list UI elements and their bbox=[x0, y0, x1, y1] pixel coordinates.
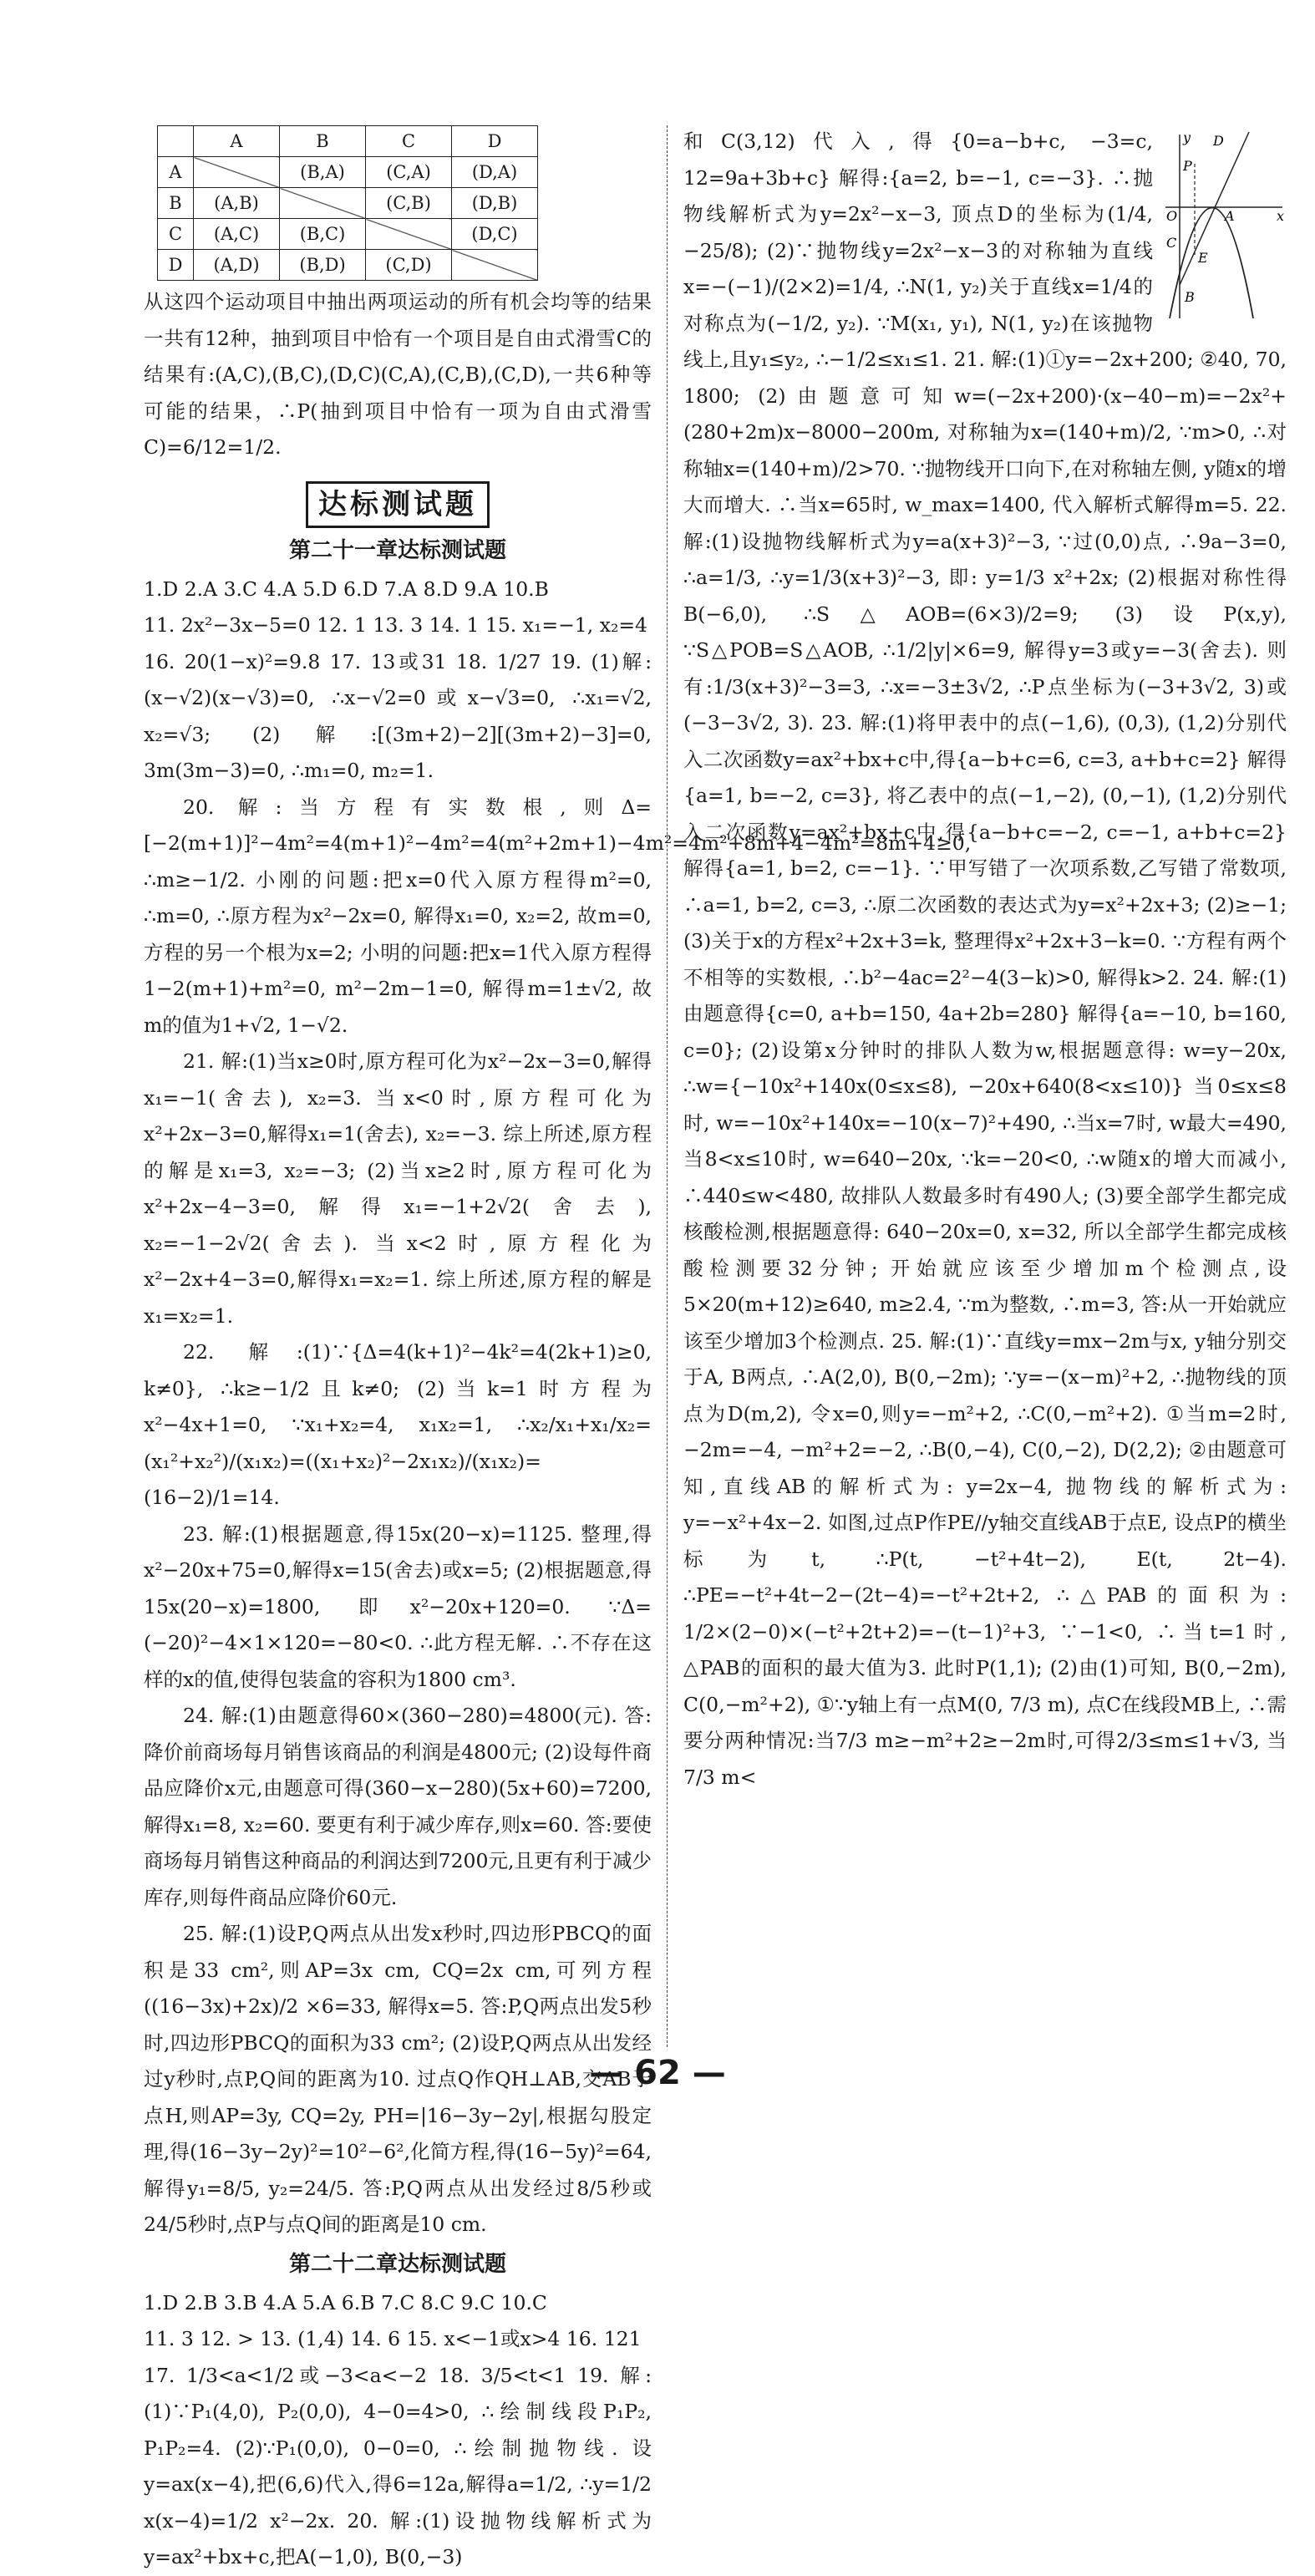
table-cell: (B,D) bbox=[280, 250, 366, 281]
table-row-header: D bbox=[158, 250, 194, 281]
answer-paragraph: 25. 解:(1)设P,Q两点从出发x秒时,四边形PBCQ的面积是33 cm²,则AP=3x cm, CQ=2x cm,可列方程 ((16−3x)+2x)/2 ×6=33, 解得x=5. 答:P,Q两点出发5秒时,四边形PBCQ的面积为33 cm²; (2)设P,Q两点从出发经过y秒时,点P,Q间的距离为10. 过点Q作QH⊥AB,交AB于点H,则AP=3y, CQ=2y, PH=|16−3y−2y|,根据勾股定理,得(16−3y−2y)²=10²−6²,化简方程,得(16−5y)²=64,解得y₁=8/5, y₂=24/5. 答:P,Q两点从出发经过8/5秒或24/5秒时,点P与点Q间的距离是10 cm. bbox=[144, 1922, 652, 2236]
table-cell-diagonal bbox=[452, 250, 538, 281]
probability-answer: 从这四个运动项目中抽出两项运动的所有机会均等的结果一共有12种，抽到项目中恰有一个项目是自由式滑雪C的结果有:(A,C),(B,C),(D,C)(C,A),(C,B),(C,D),一共6种等可能的结果，∴P(抽到项目中恰有一项为自由式滑雪C)=6/12=1/2. bbox=[144, 290, 652, 459]
table-col-header: B bbox=[280, 126, 366, 157]
answer-paragraph: 20. 解:当方程有实数根,则Δ=[−2(m+1)]²−4m²=4(m+1)²−4m²=4(m²+2m+1)−4m²=4m²+8m+4−4m²=8m+4≥0, ∴m≥−1/2. 小刚的问题:把x=0代入原方程得m²=0, ∴m=0, ∴原方程为x²−2x=0, 解得x₁=0, x₂=2, 故m=0, 方程的另一个根为x=2; 小明的问题:把x=1代入原方程得1−2(m+1)+m²=0, m²−2m−1=0, 解得m=1±√2, 故m的值为1+√2, 1−√2. bbox=[144, 795, 972, 1037]
table-cell: (C,B) bbox=[366, 188, 452, 219]
table-col-header: A bbox=[194, 126, 280, 157]
table-corner bbox=[158, 126, 194, 157]
table-col-header: C bbox=[366, 126, 452, 157]
label-y: y bbox=[1183, 130, 1191, 145]
label-b: B bbox=[1185, 289, 1195, 305]
label-p: P bbox=[1183, 158, 1192, 174]
left-column bbox=[144, 125, 972, 2576]
line-ab bbox=[1180, 132, 1249, 285]
table-cell: (C,A) bbox=[366, 157, 452, 188]
label-d: D bbox=[1213, 133, 1224, 149]
table-cell-diagonal bbox=[280, 188, 366, 219]
section-banner bbox=[144, 481, 652, 528]
answer-paragraph: 24. 解:(1)由题意得60×(360−280)=4800(元). 答:降价前商场每月销售该商品的利润是4800元; (2)设每件商品应降价x元,由题意可得(360−x−280)(5x+60)=7200, 解得x₁=8, x₂=60. 要更有利于减少库存,则x=60. 答:要使商场每月销售这种商品的利润达到7200元,且更有利于减少库存,则每件商品应降价60元. bbox=[144, 1704, 652, 1909]
table-col-header: D bbox=[452, 126, 538, 157]
table-cell: (B,A) bbox=[280, 157, 366, 188]
parabola-graph bbox=[1161, 130, 1287, 323]
chapter21-title: 第二十一章达标测试题 bbox=[288, 537, 506, 563]
section-title: 达标测试题 bbox=[306, 481, 490, 528]
answer-paragraph: 和C(3,12)代入,得{0=a−b+c, −3=c, 12=9a+3b+c} 解得:{a=2, b=−1, c=−3}. ∴抛物线解析式为y=2x²−x−3, 顶点D的坐标为(1/4, −25/8); (2)∵抛物线y=2x²−x−3的对称轴为直线x=−(−1)/(2×2)=1/4, ∴N(1, y₂)关于直线x=1/4的对称点为(−1/2, y₂). ∵M(x₁, y₁), N(1, y₂)在该抛物线上,且y₁≤y₂, ∴−1/2≤x₁≤1. 21. 解:(1)①y=−2x+200; ②40, 70, 1800; (2)由题意可知w=(−2x+200)·(x−40−m)=−2x²+(280+2m)x−8000−200m, 对称轴为x=(140+m)/2, ∵m>0, ∴对称轴x=(140+m)/2>70. ∵抛物线开口向下,在对称轴左侧, y随x的增大而增大. ∴当x=65时, w_max=1400, 代入解析式解得m=5. 22. 解:(1)设抛物线解析式为y=a(x+3)²−3, ∵过(0,0)点, ∴9a−3=0, ∴a=1/3, ∴y=1/3(x+3)²−3, 即: y=1/3 x²+2x; (2)根据对称性得B(−6,0), ∴S△AOB=(6×3)/2=9; (3)设P(x,y), ∵S△POB=S△AOB, ∴1/2|y|×6=9, 解得y=3或y=−3(舍去). 则有:1/3(x+3)²−3=3, ∴x=−3±3√2, ∴P点坐标为(−3+3√2, 3)或(−3−3√2, 3). 23. 解:(1)将甲表中的点(−1,6), (0,3), (1,2)分别代入二次函数y=ax²+bx+c中,得{a−b+c=6, c=3, a+b+c=2} 解得{a=1, b=−2, c=3}, 将乙表中的点(−1,−2), (0,−1), (1,2)分别代入二次函数y=ax²+bx+c中,得{a−b+c=−2, c=−1, a+b+c=2} 解得{a=1, b=2, c=−1}. ∵甲写错了一次项系数,乙写错了常数项, ∴a=1, b=2, c=3, ∴原二次函数的表达式为y=x²+2x+3; (2)≥−1; (3)关于x的方程x²+2x+3=k, 整理得x²+2x+3−k=0. ∵方程有两个不相等的实数根, ∴b²−4ac=2²−4(3−k)>0, 解得k>2. 24. 解:(1)由题意得{c=0, a+b=150, 4a+2b=280} 解得{a=−10, b=160, c=0}; (2)设第x分钟时的排队人数为w,根据题意得: w=y−20x, ∴w={−10x²+140x(0≤x≤8), −20x+640(8<x≤10)} 当0≤x≤8时, w=−10x²+140x=−10(x−7)²+490, ∴当x=7时, w最大=490, 当8<x≤10时, w=640−20x, ∵k=−20<0, ∴w随x的增大而减小, ∴440≤w<480, 故排队人数最多时有490人; (3)要全部学生都完成核酸检测,根据题意得: 640−20x=0, x=32, 所以全部学生都完成核酸检测要32分钟; 开始就应该至少增加m个检测点,设5×20(m+12)≥640, m≥2.4, ∵m为整数, ∴m=3, 答:从一开始就应该至少增加3个检测点. 25. 解:(1)∵直线y=mx−2m与x, y轴分别交于A, B两点, ∴A(2,0), B(0,−2m); ∵y=−(x−m)²+2, ∴抛物线的顶点为D(m,2), 令x=0,则y=−m²+2, ∴C(0,−m²+2). ①当m=2时, −2m=−4, −m²+2=−2, ∴B(0,−4), C(0,−2), D(2,2); ②由题意可知,直线AB的解析式为: y=2x−4, 抛物线的解析式为: y=−x²+4x−2. 如图,过点P作PE//y轴交直线AB于点E, 设点P的横坐标为t, ∴P(t, −t²+4t−2), E(t, 2t−4). ∴PE=−t²+4t−2−(2t−4)=−t²+2t+2, ∴△PAB的面积为: 1/2×(2−0)×(−t²+2t+2)=−(t−1)²+3, ∵−1<0, ∴当t=1时, △PAB的面积的最大值为3. 此时P(1,1); (2)由(1)可知, B(0,−2m), C(0,−m²+2), ①∵y轴上有一点M(0, 7/3 m), 点C在线段MB上, ∴需要分两种情况:当7/3 m≥−m²+2≥−2m时,可得2/3≤m≤1+√3, 当7/3 m< bbox=[683, 130, 1287, 1789]
label-o: O bbox=[1166, 208, 1178, 224]
label-x: x bbox=[1277, 208, 1285, 224]
table-cell: (D,A) bbox=[452, 157, 538, 188]
label-e: E bbox=[1198, 250, 1208, 266]
chapter22-title: 第二十二章达标测试题 bbox=[288, 2251, 506, 2277]
table-cell: (A,B) bbox=[194, 188, 280, 219]
table-cell: (B,C) bbox=[280, 219, 366, 250]
probability-table bbox=[157, 125, 538, 281]
page-number: — 62 — bbox=[589, 2054, 726, 2092]
table-cell: (C,D) bbox=[366, 250, 452, 281]
table-cell-diagonal bbox=[194, 157, 280, 188]
table-row-header: A bbox=[158, 157, 194, 188]
answer-line: 11. 2x²−3x−5=0 12. 1 13. 3 14. 1 15. x₁=−1, x₂=4 bbox=[144, 613, 648, 637]
table-cell-diagonal bbox=[366, 219, 452, 250]
answer-paragraph: 22. 解:(1)∵{Δ=4(k+1)²−4k²=4(2k+1)≥0, k≠0}, ∴k≥−1/2且k≠0; (2)当k=1时方程为x²−4x+1=0, ∵x₁+x₂=4, x₁x₂=1, ∴x₂/x₁+x₁/x₂=(x₁²+x₂²)/(x₁x₂)=((x₁+x₂)²−2x₁x₂)/(x₁x₂)=(16−2)/1=14. bbox=[144, 1340, 652, 1509]
answer-line: 1.D 2.B 3.B 4.A 5.A 6.B 7.C 8.C 9.C 10.C bbox=[144, 2290, 547, 2314]
table-row-header: C bbox=[158, 219, 194, 250]
answer-paragraph: 21. 解:(1)当x≥0时,原方程可化为x²−2x−3=0,解得x₁=−1(舍去), x₂=3. 当x<0时,原方程可化为x²+2x−3=0,解得x₁=1(舍去), x₂=−3. 综上所述,原方程的解是x₁=3, x₂=−3; (2)当x≥2时,原方程可化为x²+2x−4−3=0,解得x₁=−1+2√2(舍去), x₂=−1−2√2(舍去). 当x<2时,原方程化为x²−2x+4−3=0,解得x₁=x₂=1. 综上所述,原方程的解是x₁=x₂=1. bbox=[144, 1049, 652, 1328]
table-row-header: B bbox=[158, 188, 194, 219]
right-column bbox=[683, 124, 1287, 1796]
answer-paragraph: 23. 解:(1)根据题意,得15x(20−x)=1125. 整理,得x²−20x+75=0,解得x=15(舍去)或x=5; (2)根据题意,得15x(20−x)=1800, 即x²−20x+120=0. ∵Δ=(−20)²−4×1×120=−80<0. ∴此方程无解. ∴不存在这样的x的值,使得包装盒的容积为1800 cm³. bbox=[144, 1522, 652, 1691]
table-cell: (A,D) bbox=[194, 250, 280, 281]
table-cell: (A,C) bbox=[194, 219, 280, 250]
answer-paragraph: 17. 1/3<a<1/2或−3<a<−2 18. 3/5<t<1 19. 解:(1)∵P₁(4,0), P₂(0,0), 4−0=4>0, ∴绘制线段P₁P₂, P₁P₂=4. (2)∵P₁(0,0), 0−0=0, ∴绘制抛物线. 设y=ax(x−4),把(6,6)代入,得6=12a,解得a=1/2, ∴y=1/2 x(x−4)=1/2 x²−2x. 20. 解:(1)设抛物线解析式为y=ax²+bx+c,把A(−1,0), B(0,−3) bbox=[144, 2363, 652, 2568]
answer-line: 16. 20(1−x)²=9.8 17. 13或31 18. 1/27 19. (1)解:(x−√2)(x−√3)=0, ∴x−√2=0或x−√3=0, ∴x₁=√2, x₂=√3; (2)解:[(3m+2)−2][(3m+2)−3]=0, 3m(3m−3)=0, ∴m₁=0, m₂=1. bbox=[144, 649, 652, 782]
answer-line: 1.D 2.A 3.C 4.A 5.D 6.D 7.A 8.D 9.A 10.B bbox=[144, 577, 549, 601]
table-cell: (D,B) bbox=[452, 188, 538, 219]
label-c: C bbox=[1166, 235, 1177, 251]
parabola-curve bbox=[1170, 208, 1253, 319]
table-cell: (D,C) bbox=[452, 219, 538, 250]
column-divider bbox=[667, 125, 668, 2047]
label-a: A bbox=[1225, 208, 1235, 224]
answer-line: 11. 3 12. > 13. (1,4) 14. 6 15. x<−1或x>4 16. 121 bbox=[144, 2327, 642, 2350]
